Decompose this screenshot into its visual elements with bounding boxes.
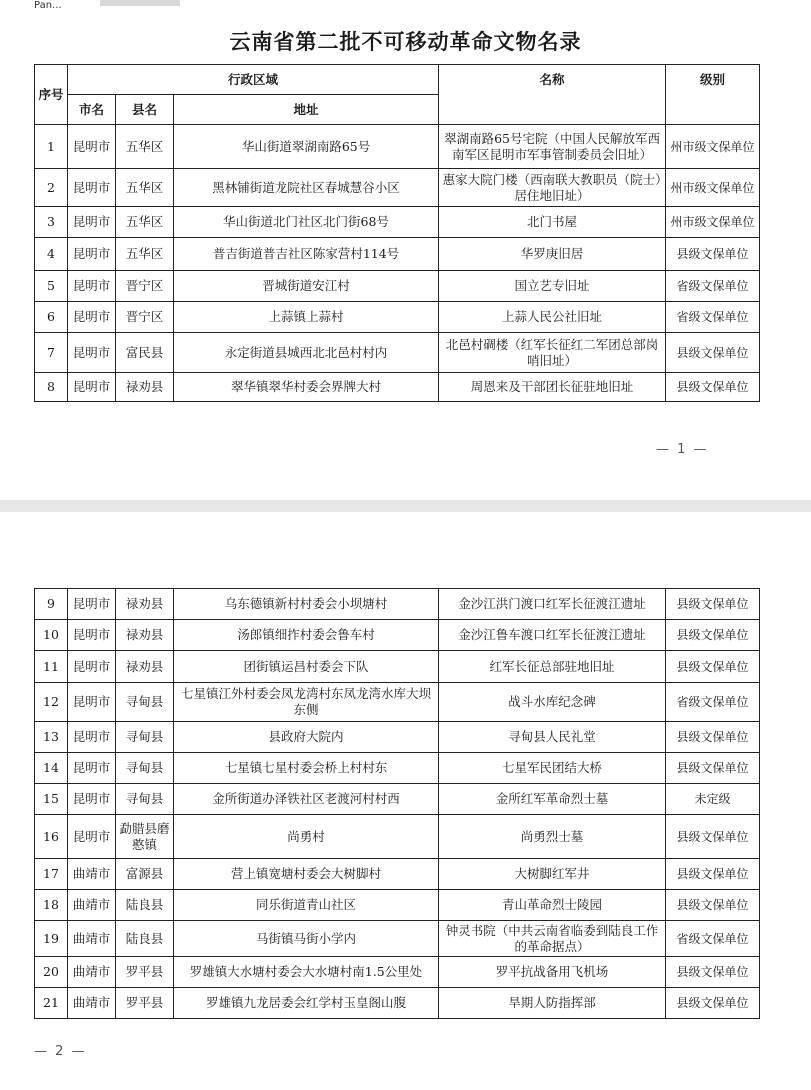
header-bar (100, 0, 180, 6)
county-cell: 禄劝县 (116, 620, 174, 651)
address-cell: 七星镇七星村委会桥上村村东 (174, 753, 439, 784)
county-cell: 勐腊县磨憨镇 (116, 815, 174, 859)
county-cell: 禄劝县 (116, 373, 174, 402)
level-cell: 省级文保单位 (666, 683, 760, 722)
city-cell: 昆明市 (68, 373, 116, 402)
row-number: 6 (35, 302, 68, 333)
county-cell: 寻甸县 (116, 683, 174, 722)
address-cell: 罗雄镇九龙居委会红学村玉皇阁山腹 (174, 988, 439, 1019)
level-cell: 县级文保单位 (666, 589, 760, 620)
city-cell: 曲靖市 (68, 921, 116, 957)
address-cell: 营上镇宽塘村委会大树脚村 (174, 859, 439, 890)
page-number: — 2 — (34, 1044, 87, 1059)
relic-name-cell: 国立艺专旧址 (439, 271, 666, 302)
relic-name-cell: 金沙江鲁车渡口红军长征渡江遗址 (439, 620, 666, 651)
address-cell: 普吉街道普吉社区陈家营村114号 (174, 238, 439, 271)
county-cell: 陆良县 (116, 890, 174, 921)
relic-name-cell: 旱期人防指挥部 (439, 988, 666, 1019)
row-number: 7 (35, 333, 68, 373)
relic-name-cell: 大树脚红军井 (439, 859, 666, 890)
table-row (35, 683, 760, 722)
address-cell: 金所街道办泽铁社区老渡河村村西 (174, 784, 439, 815)
row-number: 2 (35, 169, 68, 207)
row-number: 15 (35, 784, 68, 815)
table-row (35, 207, 760, 238)
level-cell: 省级文保单位 (666, 271, 760, 302)
table-row (35, 589, 760, 620)
table-body-page-1 (35, 125, 760, 402)
level-cell: 县级文保单位 (666, 373, 760, 402)
row-number: 1 (35, 125, 68, 169)
row-number: 12 (35, 683, 68, 722)
city-cell: 昆明市 (68, 169, 116, 207)
page-number: — 1 — (656, 442, 709, 457)
header-level: 级别 (666, 65, 760, 125)
address-cell: 晋城街道安江村 (174, 271, 439, 302)
row-number: 20 (35, 957, 68, 988)
table-row (35, 784, 760, 815)
row-number: 3 (35, 207, 68, 238)
table-row (35, 302, 760, 333)
row-number: 11 (35, 651, 68, 683)
level-cell: 县级文保单位 (666, 957, 760, 988)
table-row (35, 169, 760, 207)
level-cell: 省级文保单位 (666, 302, 760, 333)
table-row (35, 957, 760, 988)
city-cell: 昆明市 (68, 784, 116, 815)
county-cell: 禄劝县 (116, 589, 174, 620)
county-cell: 寻甸县 (116, 722, 174, 753)
level-cell: 县级文保单位 (666, 753, 760, 784)
level-cell: 县级文保单位 (666, 620, 760, 651)
relic-name-cell: 战斗水库纪念碑 (439, 683, 666, 722)
level-cell: 县级文保单位 (666, 815, 760, 859)
county-cell: 罗平县 (116, 988, 174, 1019)
city-cell: 昆明市 (68, 238, 116, 271)
city-cell: 曲靖市 (68, 890, 116, 921)
address-cell: 永定街道县城西北北邑村村内 (174, 333, 439, 373)
row-number: 4 (35, 238, 68, 271)
level-cell: 州市级文保单位 (666, 125, 760, 169)
address-cell: 黑林铺街道龙院社区春城慧谷小区 (174, 169, 439, 207)
city-cell: 昆明市 (68, 302, 116, 333)
table-row (35, 722, 760, 753)
address-cell: 华山街道北门社区北门街68号 (174, 207, 439, 238)
city-cell: 昆明市 (68, 722, 116, 753)
relic-name-cell: 七星军民团结大桥 (439, 753, 666, 784)
city-cell: 曲靖市 (68, 988, 116, 1019)
table-row (35, 753, 760, 784)
table-row (35, 988, 760, 1019)
address-cell: 华山街道翠湖南路65号 (174, 125, 439, 169)
relic-name-cell: 红军长征总部驻地旧址 (439, 651, 666, 683)
header-county: 县名 (116, 95, 174, 125)
document-page-1 (0, 0, 811, 500)
table-body-page-2 (35, 589, 760, 1019)
relic-name-cell: 青山革命烈士陵园 (439, 890, 666, 921)
relic-name-cell: 寻甸县人民礼堂 (439, 722, 666, 753)
relic-name-cell: 惠家大院门楼（西南联大教职员（院士）居住地旧址） (439, 169, 666, 207)
city-cell: 曲靖市 (68, 859, 116, 890)
level-cell: 县级文保单位 (666, 651, 760, 683)
address-cell: 县政府大院内 (174, 722, 439, 753)
relic-name-cell: 北邑村碉楼（红军长征红二军团总部岗哨旧址） (439, 333, 666, 373)
relic-name-cell: 上蒜人民公社旧址 (439, 302, 666, 333)
row-number: 13 (35, 722, 68, 753)
header-fragment: Pan... (34, 0, 62, 11)
level-cell: 县级文保单位 (666, 333, 760, 373)
county-cell: 五华区 (116, 207, 174, 238)
relic-name-cell: 金所红军革命烈士墓 (439, 784, 666, 815)
city-cell: 昆明市 (68, 125, 116, 169)
relic-name-cell: 罗平抗战备用飞机场 (439, 957, 666, 988)
county-cell: 富民县 (116, 333, 174, 373)
relic-name-cell: 金沙江洪门渡口红军长征渡江遗址 (439, 589, 666, 620)
county-cell: 晋宁区 (116, 271, 174, 302)
relic-table-page-1 (34, 64, 760, 402)
county-cell: 寻甸县 (116, 753, 174, 784)
city-cell: 昆明市 (68, 753, 116, 784)
table-row (35, 333, 760, 373)
city-cell: 昆明市 (68, 815, 116, 859)
document-title: 云南省第二批不可移动革命文物名录 (229, 29, 582, 54)
county-cell: 寻甸县 (116, 784, 174, 815)
table-row (35, 815, 760, 859)
level-cell: 未定级 (666, 784, 760, 815)
address-cell: 汤郎镇细拃村委会鲁车村 (174, 620, 439, 651)
row-number: 5 (35, 271, 68, 302)
row-number: 18 (35, 890, 68, 921)
city-cell: 昆明市 (68, 620, 116, 651)
header-row (35, 65, 760, 95)
header-city: 市名 (68, 95, 116, 125)
city-cell: 曲靖市 (68, 957, 116, 988)
row-number: 10 (35, 620, 68, 651)
table-row (35, 620, 760, 651)
level-cell: 县级文保单位 (666, 890, 760, 921)
table-row (35, 271, 760, 302)
table-row (35, 859, 760, 890)
row-number: 14 (35, 753, 68, 784)
table-row (35, 238, 760, 271)
table-row (35, 125, 760, 169)
address-cell: 翠华镇翠华村委会界牌大村 (174, 373, 439, 402)
county-cell: 晋宁区 (116, 302, 174, 333)
relic-name-cell: 周恩来及干部团长征驻地旧址 (439, 373, 666, 402)
table-row (35, 651, 760, 683)
city-cell: 昆明市 (68, 589, 116, 620)
city-cell: 昆明市 (68, 271, 116, 302)
table-row (35, 373, 760, 402)
row-number: 17 (35, 859, 68, 890)
header-name: 名称 (439, 65, 666, 125)
county-cell: 罗平县 (116, 957, 174, 988)
row-number: 21 (35, 988, 68, 1019)
address-cell: 同乐街道青山社区 (174, 890, 439, 921)
county-cell: 陆良县 (116, 921, 174, 957)
address-cell: 罗雄镇大水塘村委会大水塘村南1.5公里处 (174, 957, 439, 988)
row-number: 16 (35, 815, 68, 859)
level-cell: 县级文保单位 (666, 859, 760, 890)
address-cell: 上蒜镇上蒜村 (174, 302, 439, 333)
city-cell: 昆明市 (68, 333, 116, 373)
address-cell: 马街镇马街小学内 (174, 921, 439, 957)
relic-name-cell: 翠湖南路65号宅院（中国人民解放军西南军区昆明市军事管制委员会旧址） (439, 125, 666, 169)
row-number: 8 (35, 373, 68, 402)
header-address: 地址 (174, 95, 439, 125)
county-cell: 五华区 (116, 125, 174, 169)
level-cell: 县级文保单位 (666, 238, 760, 271)
level-cell: 州市级文保单位 (666, 169, 760, 207)
city-cell: 昆明市 (68, 651, 116, 683)
relic-name-cell: 北门书屋 (439, 207, 666, 238)
row-number: 9 (35, 589, 68, 620)
county-cell: 富源县 (116, 859, 174, 890)
row-number: 19 (35, 921, 68, 957)
level-cell: 县级文保单位 (666, 988, 760, 1019)
header-seq: 序号 (35, 65, 68, 125)
relic-name-cell: 钟灵书院（中共云南省临委到陆良工作的革命据点） (439, 921, 666, 957)
table-row (35, 921, 760, 957)
address-cell: 团街镇运昌村委会下队 (174, 651, 439, 683)
table-row (35, 890, 760, 921)
relic-table-page-2 (34, 588, 760, 1019)
address-cell: 七星镇江外村委会凤龙湾村东凤龙湾水库大坝东侧 (174, 683, 439, 722)
address-cell: 尚勇村 (174, 815, 439, 859)
level-cell: 县级文保单位 (666, 722, 760, 753)
city-cell: 昆明市 (68, 207, 116, 238)
address-cell: 乌东德镇新村村委会小坝塘村 (174, 589, 439, 620)
city-cell: 昆明市 (68, 683, 116, 722)
level-cell: 省级文保单位 (666, 921, 760, 957)
county-cell: 禄劝县 (116, 651, 174, 683)
relic-name-cell: 华罗庚旧居 (439, 238, 666, 271)
county-cell: 五华区 (116, 169, 174, 207)
header-region: 行政区域 (68, 65, 439, 95)
relic-name-cell: 尚勇烈士墓 (439, 815, 666, 859)
county-cell: 五华区 (116, 238, 174, 271)
level-cell: 州市级文保单位 (666, 207, 760, 238)
